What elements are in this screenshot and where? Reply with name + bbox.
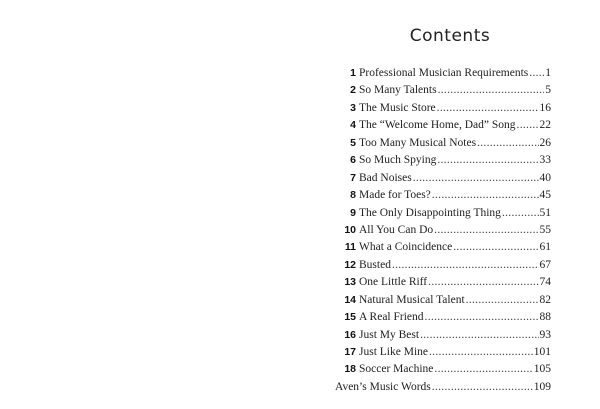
toc-entry <box>335 361 551 378</box>
toc-entry <box>335 309 551 326</box>
toc-entry <box>335 327 551 344</box>
dot-leader <box>437 152 538 169</box>
chapter-title: Soccer Machine <box>359 363 434 376</box>
toc-entry <box>335 152 551 169</box>
page-title: Contents <box>409 26 491 46</box>
toc-entry <box>335 344 551 361</box>
dot-leader <box>502 205 539 222</box>
chapter-number: 14 <box>344 293 356 306</box>
chapter-number: 16 <box>344 328 356 341</box>
chapter-title: Professional Musician Requirements <box>359 67 529 79</box>
chapter-number: 2 <box>350 84 356 97</box>
chapter-number: 5 <box>350 136 356 149</box>
dot-leader <box>434 222 538 239</box>
dot-leader <box>437 100 539 117</box>
chapter-title: The “Welcome Home, Dad” Song <box>359 119 516 132</box>
chapter-number: 1 <box>350 67 356 79</box>
page-number: 40 <box>539 171 551 184</box>
page-number: 33 <box>539 154 551 167</box>
page-number: 45 <box>539 189 551 202</box>
chapter-title: Aven’s Music Words <box>335 380 431 393</box>
chapter-number: 4 <box>350 119 356 132</box>
chapter-number: 15 <box>344 311 356 324</box>
page-number: 74 <box>539 276 551 289</box>
toc-entry <box>335 117 551 134</box>
chapter-title: The Music Store <box>359 101 436 114</box>
page-number: 109 <box>533 380 551 393</box>
page-number: 101 <box>533 346 551 358</box>
page-number: 67 <box>539 258 551 271</box>
page-number: 5 <box>545 84 551 97</box>
chapter-number: 9 <box>350 206 356 219</box>
chapter-number: 17 <box>344 346 356 358</box>
page-number: 22 <box>539 119 551 132</box>
chapter-number: 10 <box>344 223 356 236</box>
chapter-number: 3 <box>350 101 356 114</box>
page-number: 93 <box>539 328 551 341</box>
chapter-title: Busted <box>359 258 391 271</box>
chapter-title: One Little Riff <box>359 276 428 289</box>
toc-entry <box>335 274 551 291</box>
page-number: 1 <box>545 67 551 79</box>
chapter-title: What a Coincidence <box>359 241 453 254</box>
dot-leader <box>425 309 539 326</box>
chapter-title: Bad Noises <box>359 171 412 184</box>
toc-entry <box>335 239 551 256</box>
page-number: 55 <box>539 223 551 236</box>
dot-leader <box>466 292 539 309</box>
page-number: 51 <box>539 206 551 219</box>
toc-entry <box>335 292 551 309</box>
chapter-number: 18 <box>344 363 356 376</box>
toc-entry <box>335 82 551 99</box>
toc-entry <box>335 135 551 152</box>
dot-leader <box>438 82 545 99</box>
page-number: 61 <box>539 241 551 254</box>
chapter-title: Just My Best <box>359 328 420 341</box>
toc-entry <box>335 170 551 187</box>
dot-leader <box>392 257 539 274</box>
dot-leader <box>434 361 532 378</box>
chapter-number: 12 <box>344 258 356 271</box>
chapter-title: A Real Friend <box>359 311 424 324</box>
page-number: 26 <box>539 136 551 149</box>
dot-leader <box>453 239 538 256</box>
toc-entry <box>335 205 551 222</box>
dot-leader <box>432 187 539 204</box>
dot-leader <box>420 327 538 344</box>
toc-entry <box>335 65 551 82</box>
chapter-title: So Much Spying <box>359 154 437 167</box>
dot-leader <box>413 170 539 187</box>
page-number: 82 <box>539 293 551 306</box>
toc-entry <box>335 187 551 204</box>
dot-leader <box>517 117 539 134</box>
chapter-number: 6 <box>350 154 356 167</box>
chapter-number: 7 <box>350 171 356 184</box>
dot-leader <box>428 274 538 291</box>
page-number: 105 <box>533 363 551 376</box>
chapter-number: 8 <box>350 189 356 202</box>
toc-entry <box>335 222 551 239</box>
table-of-contents <box>335 65 551 396</box>
page-number: 16 <box>539 101 551 114</box>
toc-entry <box>335 100 551 117</box>
dot-leader <box>429 344 533 361</box>
page-number: 88 <box>539 311 551 324</box>
toc-entry <box>335 379 551 396</box>
chapter-title: Made for Toes? <box>359 189 431 202</box>
toc-entry <box>335 257 551 274</box>
chapter-number: 13 <box>344 276 356 289</box>
dot-leader <box>477 135 538 152</box>
chapter-title: So Many Talents <box>359 84 437 97</box>
chapter-title: The Only Disappointing Thing <box>359 206 501 219</box>
chapter-title: Too Many Musical Notes <box>359 136 477 149</box>
dot-leader <box>529 65 544 82</box>
chapter-title: All You Can Do <box>359 223 434 236</box>
dot-leader <box>432 379 533 396</box>
chapter-title: Just Like Mine <box>359 346 428 358</box>
chapter-title: Natural Musical Talent <box>359 293 465 306</box>
chapter-number: 11 <box>344 241 356 254</box>
